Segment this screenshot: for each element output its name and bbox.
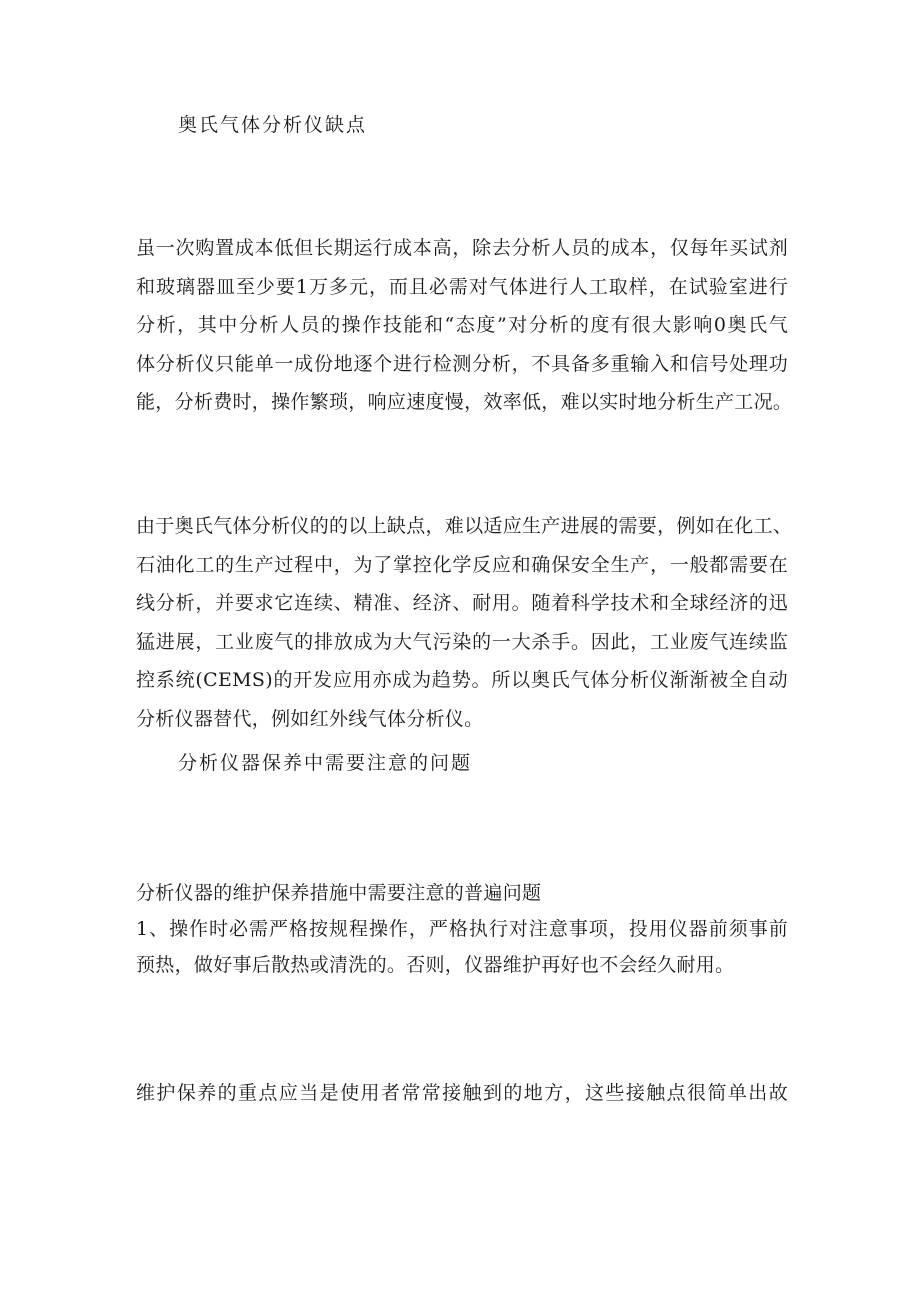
paragraph-line: 分析，其中分析人员的操作技能和“态度”对分析的度有很大影响0奥氏气 (136, 314, 788, 336)
paragraph-line: 分析仪器替代，例如红外线气体分析仪。 (136, 707, 484, 730)
paragraph-line: 由于奥氏气体分析仪的的以上缺点，难以适应生产进展的需要，例如在化工、 (136, 515, 793, 537)
paragraph-line: 虽一次购置成本低但长期运行成本高，除去分析人员的成本，仅每年买试剂 (136, 237, 788, 259)
heading-ao-analyzer-drawbacks: 奥氏气体分析仪缺点 (178, 114, 368, 136)
paragraph-line: 维护保养的重点应当是使用者常常接触到的地方，这些接触点很简单出故 (136, 1082, 788, 1104)
paragraph-line: 石油化工的生产过程中，为了掌控化学反应和确保安全生产，一般都需要在 (136, 553, 788, 576)
paragraph-line: 和玻璃器皿至少要1万多元，而且必需对气体进行人工取样，在试验室进行 (136, 275, 788, 298)
paragraph-line: 分析仪器的维护保养措施中需要注意的普遍问题 (136, 882, 542, 904)
paragraph-line: 预热，做好事后散热或清洗的。否则，仪器维护再好也不会经久耐用。 (136, 954, 735, 976)
paragraph-line: 能，分析费时，操作繁琐，响应速度慢，效率低，难以实时地分析生产工况。 (136, 391, 793, 413)
paragraph-replacement-trend (136, 507, 793, 738)
heading-maintenance-issues: 分析仪器保养中需要注意的问题 (178, 752, 473, 774)
paragraph-line: 猛进展，工业废气的排放成为大气污染的一大杀手。因此，工业废气连续监 (136, 630, 788, 653)
paragraph-maintenance-rules (136, 875, 788, 983)
paragraph-line: 1、操作时必需严格按规程操作，严格执行对注意事项，投用仪器前须事前 (136, 918, 788, 940)
paragraph-line: 线分析，并要求它连续、精准、经济、耐用。随着科学技术和全球经济的迅 (136, 592, 788, 614)
paragraph-cost-drawbacks (136, 229, 793, 422)
paragraph-line: 控系统(CEMS)的开发应用亦成为趋势。所以奥氏气体分析仪渐渐被全自动 (136, 669, 788, 691)
paragraph-line: 体分析仪只能单一成份地逐个进行检测分析，不具备多重输入和信号处理功 (136, 352, 788, 375)
paragraph-maintenance-focus (136, 1074, 788, 1113)
